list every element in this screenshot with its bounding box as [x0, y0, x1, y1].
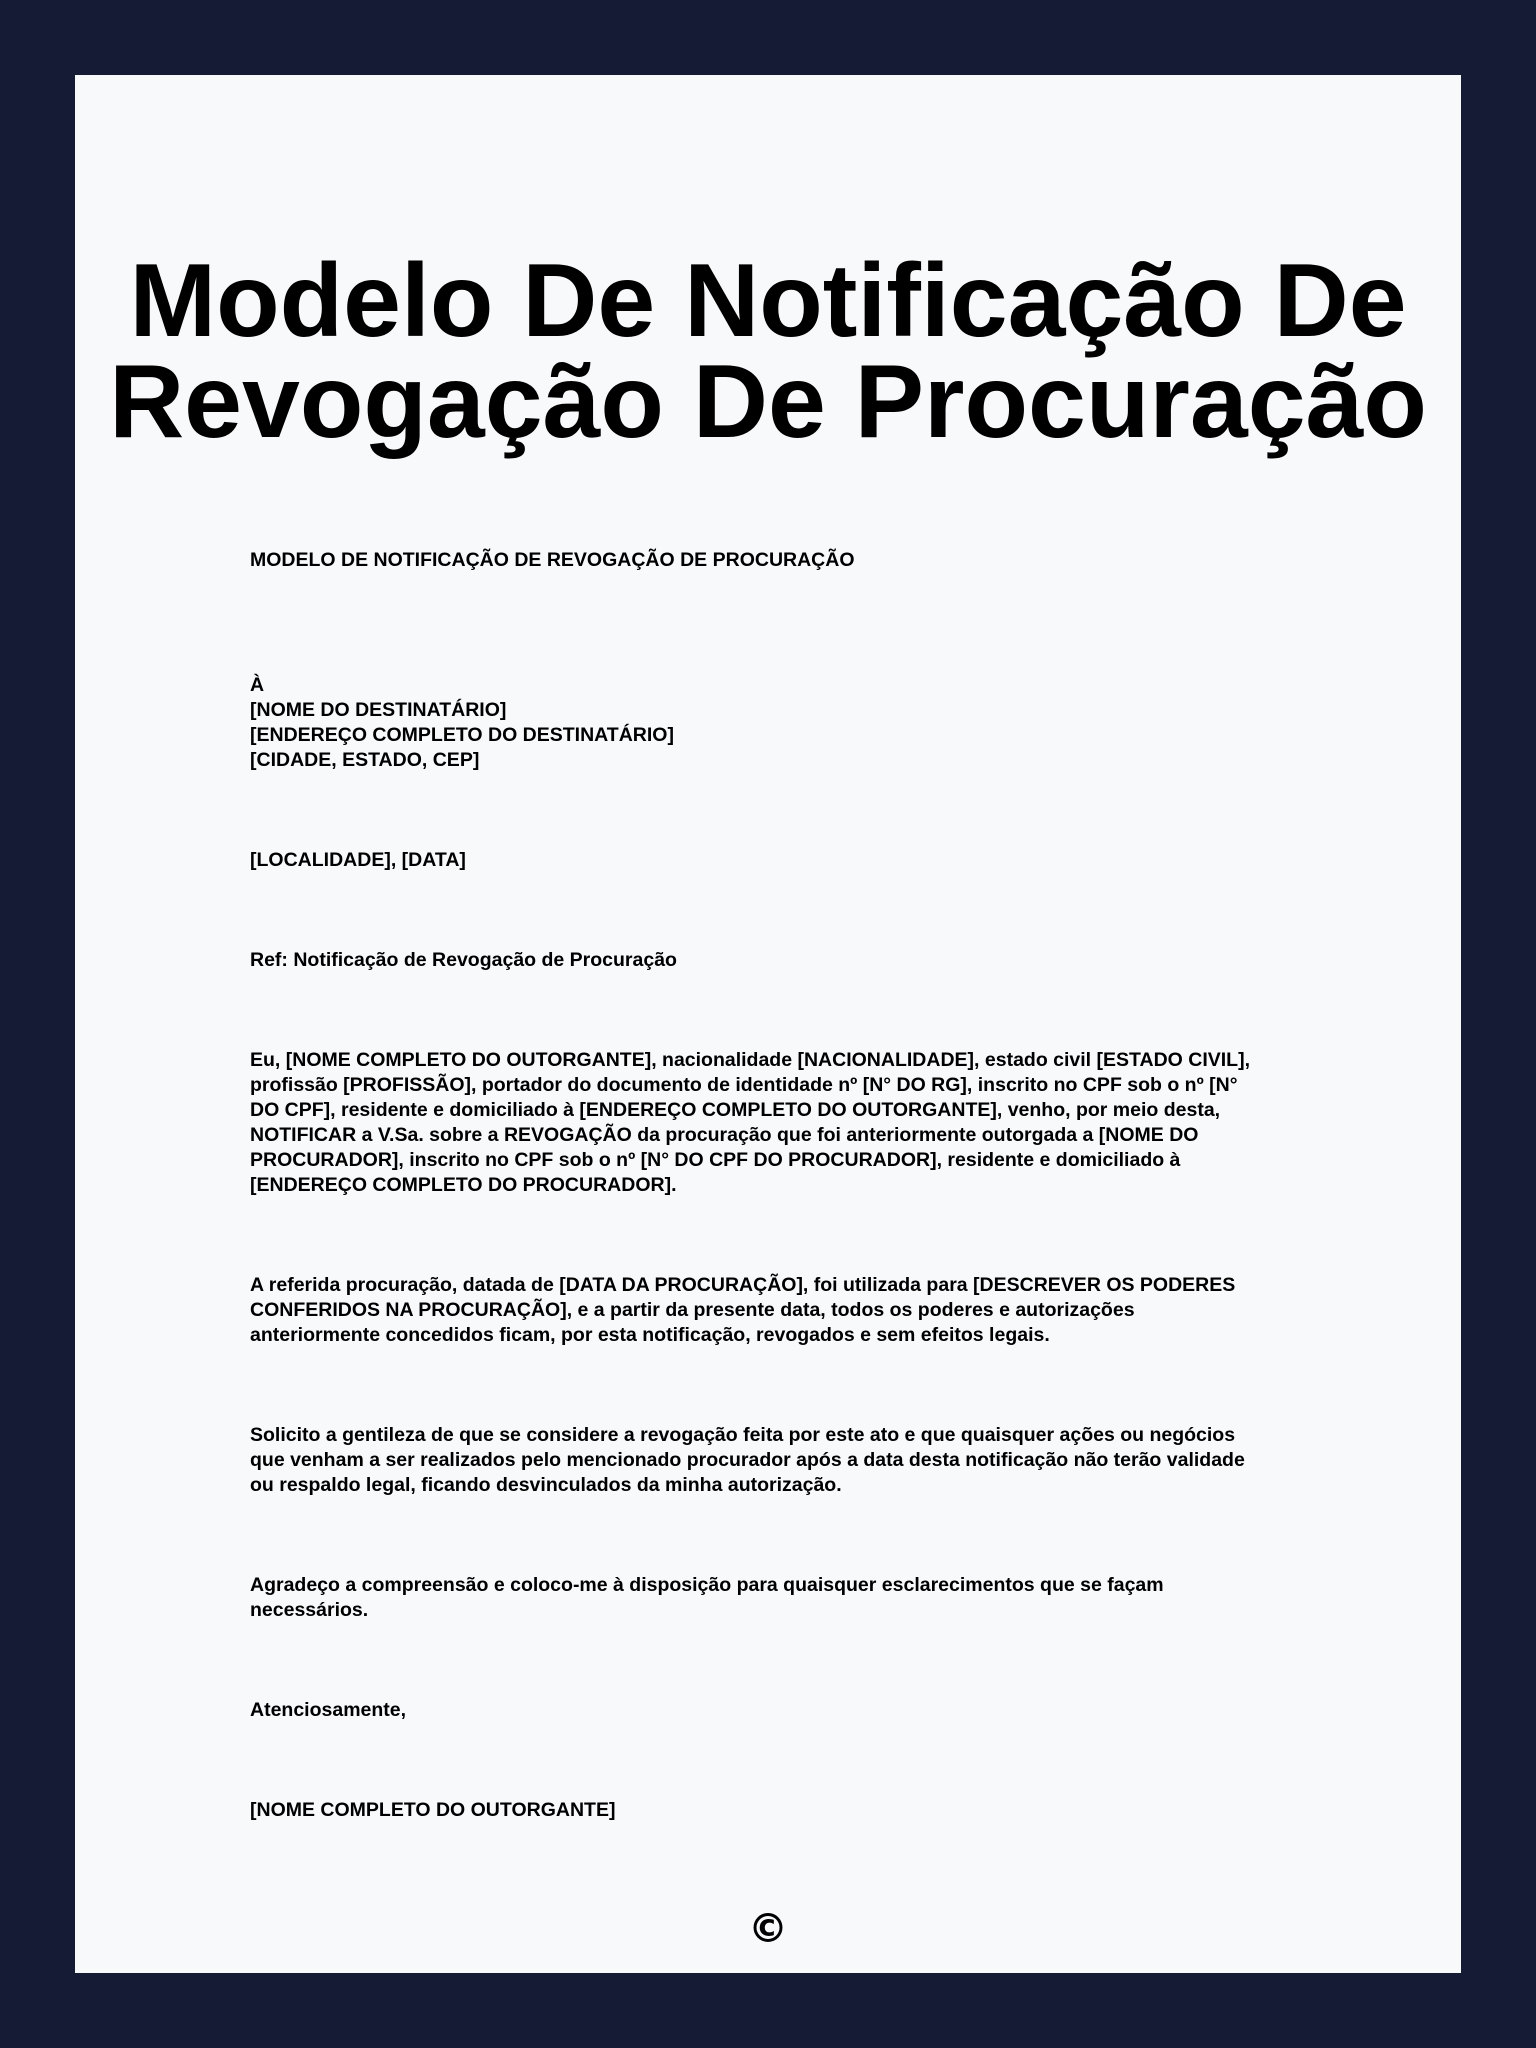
paragraph-line: PROCURADOR], inscrito no CPF sob o nº [N° DO CPF DO PROCURADOR], residente e domiciliado à	[250, 1149, 1181, 1171]
paragraph-line: A referida procuração, datada de [DATA DA PROCURAÇÃO], foi utilizada para [DESCREVER OS PODERES	[250, 1274, 1236, 1296]
page-title-line-2: Revogação De Procuração	[109, 344, 1427, 460]
place-date: [LOCALIDADE], [DATA]	[250, 849, 466, 871]
paragraph-line: profissão [PROFISSÃO], portador do documento de identidade nº [N° DO RG], inscrito no CPF sob o nº [N°	[250, 1074, 1238, 1096]
paragraph-2	[250, 1273, 1370, 1348]
paragraph-4	[250, 1573, 1370, 1623]
page-title	[75, 243, 1461, 460]
recipient-city: [CIDADE, ESTADO, CEP]	[250, 749, 480, 771]
paragraph-line: DO CPF], residente e domiciliado à [ENDEREÇO COMPLETO DO OUTORGANTE], venho, por meio desta,	[250, 1099, 1221, 1121]
signature-name: [NOME COMPLETO DO OUTORGANTE]	[250, 1799, 616, 1821]
recipient-block	[250, 673, 1370, 773]
paragraph-line: necessários.	[250, 1599, 369, 1621]
paragraph-line: NOTIFICAR a V.Sa. sobre a REVOGAÇÃO da procuração que foi anteriormente outorgada a [NOME DO	[250, 1124, 1199, 1146]
document-heading: MODELO DE NOTIFICAÇÃO DE REVOGAÇÃO DE PROCURAÇÃO	[250, 549, 855, 571]
page-title-line-1: Modelo De Notificação De	[129, 243, 1407, 359]
paragraph-line: que venham a ser realizados pelo mencionado procurador após a data desta notificação não terão validade	[250, 1449, 1245, 1471]
paragraph-line: CONFERIDOS NA PROCURAÇÃO], e a partir da presente data, todos os poderes e autorizações	[250, 1299, 1135, 1321]
recipient-name: [NOME DO DESTINATÁRIO]	[250, 699, 507, 721]
recipient-prefix: À	[250, 674, 265, 696]
paragraph-line: anteriormente concedidos ficam, por esta notificação, revogados e sem efeitos legais.	[250, 1324, 1050, 1346]
recipient-address: [ENDEREÇO COMPLETO DO DESTINATÁRIO]	[250, 724, 674, 746]
reference-line: Ref: Notificação de Revogação de Procuração	[250, 949, 677, 971]
closing-salutation: Atenciosamente,	[250, 1699, 407, 1721]
paragraph-line: ou respaldo legal, ficando desvinculados da minha autorização.	[250, 1474, 842, 1496]
paragraph-3	[250, 1423, 1370, 1498]
paragraph-1	[250, 1048, 1370, 1198]
paragraph-line: [ENDEREÇO COMPLETO DO PROCURADOR].	[250, 1174, 677, 1196]
paragraph-line: Solicito a gentileza de que se considere a revogação feita por este ato e que quaisquer ações ou negócios	[250, 1424, 1236, 1446]
document-page	[75, 75, 1461, 1973]
paragraph-line: Eu, [NOME COMPLETO DO OUTORGANTE], nacionalidade [NACIONALIDADE], estado civil [ESTADO CIVIL],	[250, 1049, 1250, 1071]
paragraph-line: Agradeço a compreensão e coloco-me à disposição para quaisquer esclarecimentos que se façam	[250, 1574, 1164, 1596]
copyright-icon: ©	[748, 1906, 788, 1952]
